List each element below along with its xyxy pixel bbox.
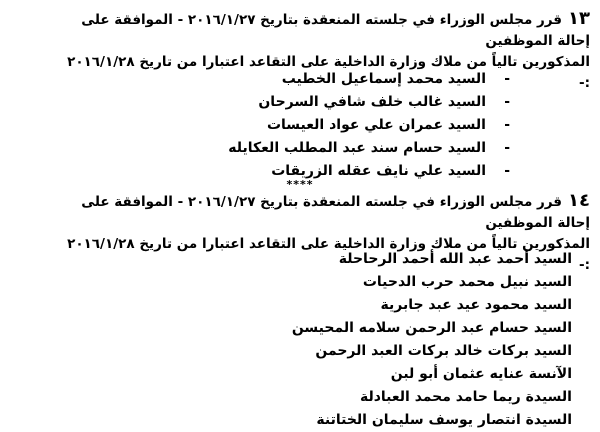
list-item: السيدة ريما حامد محمد العبادلة [359, 389, 572, 405]
section-separator: **** [286, 178, 314, 191]
resolution-13-line1: ١٣قرر مجلس الوزراء في جلسته المنعقدة بتاريخ ٢٠١٦/١/٢٧ - الموافقة على إحالة الموظفين [81, 8, 590, 49]
list-item: -السيد عمران علي عواد العيسات [228, 114, 510, 137]
list-item: -السيد غالب خلف شافي السرحان [228, 91, 510, 114]
list-item: -السيد محمد إسماعيل الخطيب [228, 68, 510, 91]
list-marker: - [504, 163, 510, 179]
list-marker: - [504, 117, 510, 133]
list-marker: - [504, 140, 510, 156]
resolution-number: ١٣ [568, 8, 590, 29]
resolution-13-names [228, 68, 510, 183]
resolution-13-line2: المذكورين تالياً من ملاك وزارة الداخلية على التقاعد اعتبارا من تاريخ ٢٠١٦/١/٢٨ :- [67, 54, 590, 91]
list-item: السيد نبيل محمد حرب الدحيات [362, 274, 572, 290]
list-item: -السيد حسام سند عبد المطلب العكايله [228, 137, 510, 160]
resolution-14-line1: ١٤قرر مجلس الوزراء في جلسته المنعقدة بتاريخ ٢٠١٦/١/٢٧ - الموافقة على إحالة الموظفين [81, 190, 590, 231]
resolution-14-names [292, 248, 572, 432]
list-item: السيدة انتصار يوسف سليمان الختاتنة [316, 412, 572, 428]
list-item: -السيد علي نايف عقله الزريقات [228, 160, 510, 183]
resolution-14-line2: المذكورين تالياً من ملاك وزارة الداخلية على التقاعد اعتبارا من تاريخ ٢٠١٦/١/٢٨ :- [67, 236, 590, 273]
list-item: السيد بركات خالد بركات العبد الرحمن [315, 343, 572, 359]
resolution-number: ١٤ [568, 190, 590, 211]
list-marker: - [504, 71, 510, 87]
list-item: السيد أحمد عبد الله أحمد الرحاحلة [338, 251, 572, 267]
list-item: السيد محمود عيد عبد جابرية [380, 297, 572, 313]
list-marker: - [504, 94, 510, 110]
list-item: الآنسة عنايه عثمان أبو لبن [390, 366, 572, 382]
list-item: السيد حسام عبد الرحمن سلامه المحيسن [291, 320, 572, 336]
